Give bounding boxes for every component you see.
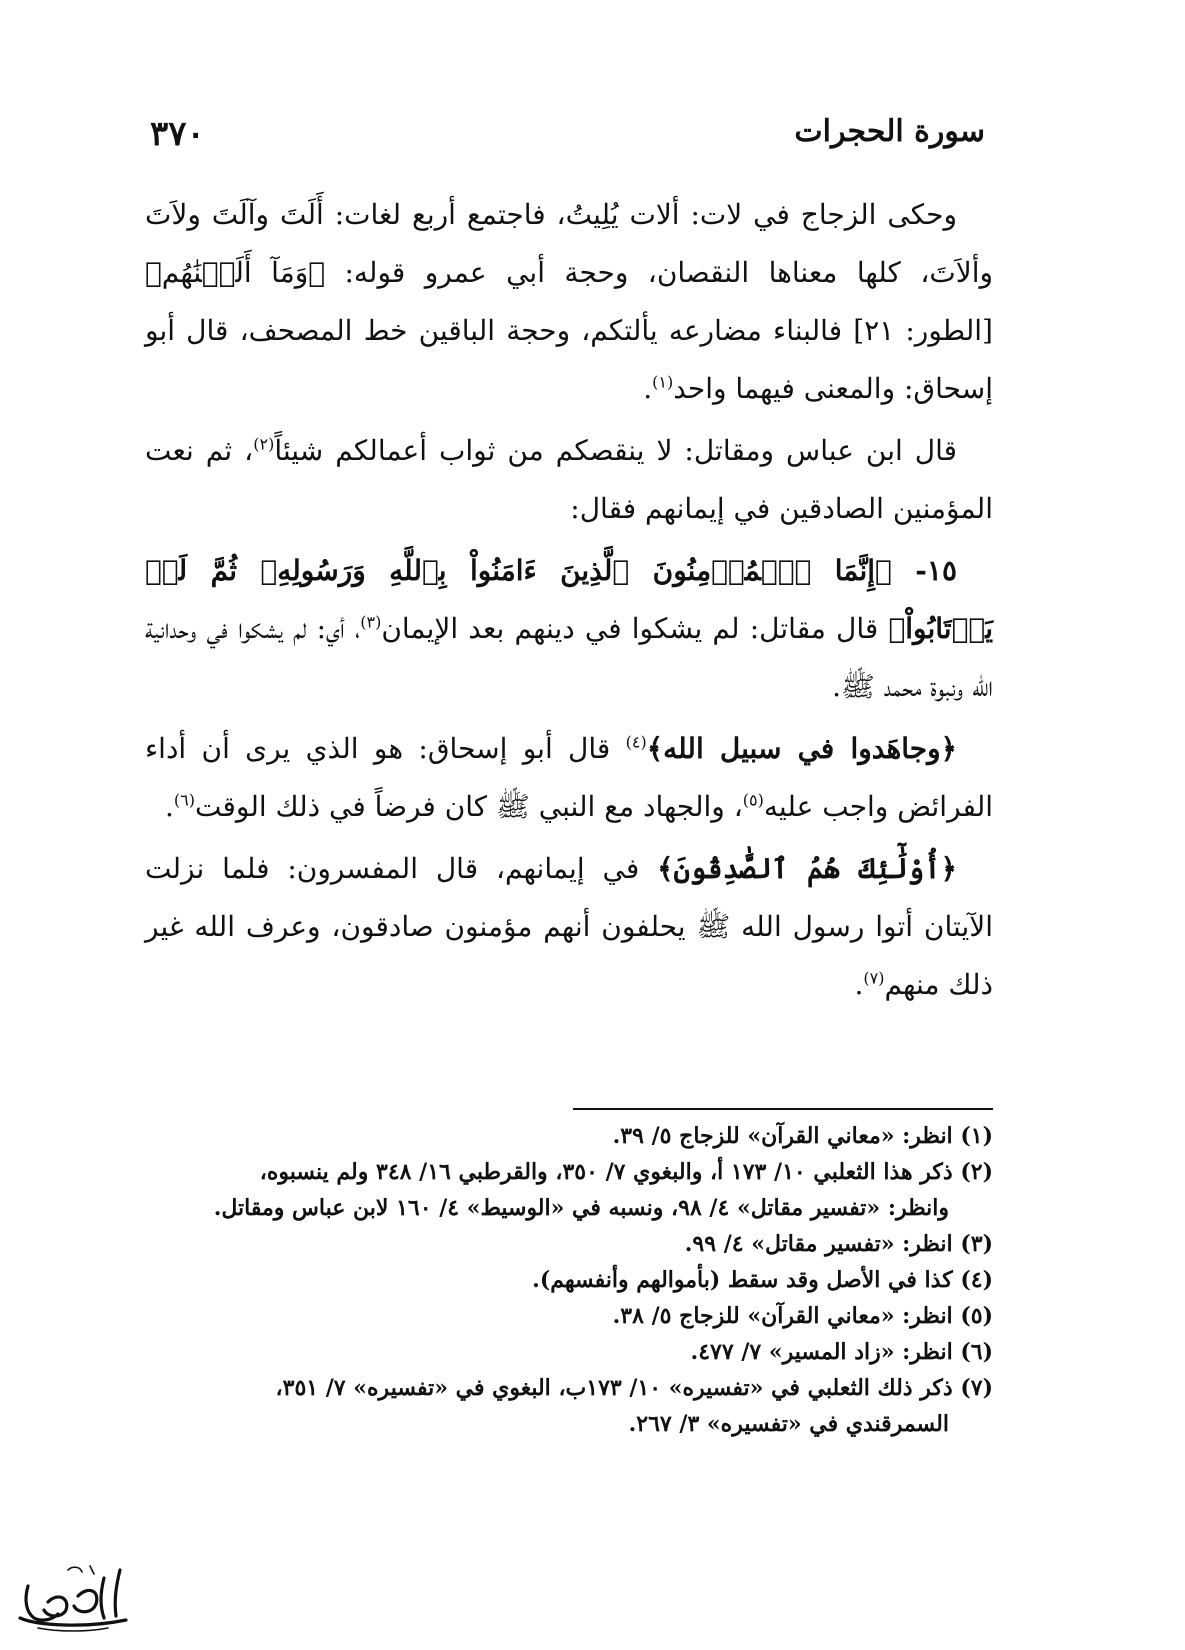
footnote-ref-3: (٣) <box>360 612 382 632</box>
paragraph-1 <box>145 186 993 418</box>
paragraph-5 <box>145 840 993 1014</box>
footnote-ref-6: (٦) <box>173 790 195 810</box>
footnote-3 <box>145 1226 993 1262</box>
page-number: ٣٧٠ <box>150 114 205 154</box>
calligraphy-logo-icon <box>8 1556 138 1642</box>
footnote-text: (٧) ذكر ذلك الثعلبي في «تفسيره» ١٠/ ١٧٣ب، البغوي في «تفسيره» ٧/ ٣٥١، <box>275 1375 993 1401</box>
paragraph-4-text-mid: ، والجهاد مع النبي ﷺ كان فرضاً في ذلك الوقت <box>195 790 743 823</box>
verse-number: ١٥- <box>891 554 957 587</box>
footnotes <box>145 1118 993 1442</box>
footnote-5 <box>145 1298 993 1334</box>
footnote-continuation: السمرقندي في «تفسيره» ٣/ ٢٦٧. <box>628 1411 949 1437</box>
paragraph-3 <box>145 542 993 716</box>
paragraph-2-text-end: ، ثم نعت المؤمنين الصادقين في إيمانهم فقال: <box>145 434 993 525</box>
paragraph-2-text: قال ابن عباس ومقاتل: لا ينقصكم من ثواب أعمالكم شيئاً <box>274 434 958 467</box>
footnote-text: (٥) انظر: «معاني القرآن» للزجاج ٥/ ٣٨. <box>612 1303 993 1329</box>
footnote-ref-1: (١) <box>652 372 674 392</box>
paragraph-5-end: . <box>854 968 864 1001</box>
surah-title: سورة الحجرات <box>794 114 985 149</box>
footnote-text: (٢) ذكر هذا الثعلبي ١٠/ ١٧٣ أ، والبغوي ٧/ ٣٥٠، والقرطبي ١٦/ ٣٤٨ ولم ينسبوه، <box>259 1159 993 1185</box>
paragraph-5-text: في إيمانهم، قال المفسرون: فلما نزلت الآيتان أتوا رسول الله ﷺ يحلفون أنهم مؤمنون صادقون، وعرف الله غير ذلك منهم <box>145 852 993 1001</box>
footnote-2 <box>145 1154 993 1226</box>
page-header <box>150 108 985 164</box>
footnote-divider <box>573 1108 993 1110</box>
paragraph-3-text-end: ، أي: لم يشكوا في وحدانية الله ونبوة محمد ﷺ. <box>145 612 993 703</box>
verse-quote: ﴿أُوْلَٰٓئِكَ هُمُ ٱلصَّٰدِقُونَ﴾ <box>657 852 957 885</box>
footnote-ref-4: (٤) <box>625 732 647 752</box>
paragraph-4 <box>145 720 993 836</box>
verse-quote: ﴿إِنَّمَا ٱلۡمُؤۡمِنُونَ ٱلَّذِينَ ءَامَنُواْ بِٱللَّهِ وَرَسُولِهِۦ ثُمَّ لَمۡ يَرۡتَابُواْ﴾ <box>145 554 993 645</box>
paragraph-1-end: . <box>643 372 653 405</box>
footnote-ref-7: (٧) <box>863 968 885 988</box>
footnote-text: (٤) كذا في الأصل وقد سقط (بأموالهم وأنفسهم). <box>532 1267 993 1293</box>
footnote-7 <box>145 1370 993 1442</box>
footnote-4 <box>145 1262 993 1298</box>
paragraph-4-end: . <box>165 790 174 823</box>
footnote-1 <box>145 1118 993 1154</box>
footnote-text: (٣) انظر: «تفسير مقاتل» ٤/ ٩٩. <box>684 1231 993 1257</box>
verse-quote: ﴿وجاهَدوا في سبيل الله﴾ <box>646 732 958 765</box>
footnote-ref-5: (٥) <box>742 790 764 810</box>
footnote-6 <box>145 1334 993 1370</box>
paragraph-2 <box>145 422 993 538</box>
main-text <box>145 186 993 1018</box>
footnote-continuation: وانظر: «تفسير مقاتل» ٤/ ٩٨، ونسبه في «الوسيط» ٤/ ١٦٠ لابن عباس ومقاتل. <box>213 1195 949 1221</box>
paragraph-3-text: قال مقاتل: لم يشكوا في دينهم بعد الإيمان <box>381 612 889 645</box>
footnote-ref-2: (٢) <box>253 434 275 454</box>
paragraph-1-text: وحكى الزجاج في لات: ألات يُلِيتُ، فاجتمع أربع لغات: أَلَتَ وآلَتَ ولاَتَ وألاَتَ، كلها معناها النقصان، وحجة أبي عمرو قوله: ﴿وَمَآ أَلَتۡنَٰهُم﴾ [الطور: ٢١] فالبناء مضارعه يألتكم، وحجة الباقين خط المصحف، قال أبو إسحاق: والمعنى فيهما واحد <box>145 198 993 405</box>
footnote-text: (١) انظر: «معاني القرآن» للزجاج ٥/ ٣٩. <box>612 1123 993 1149</box>
paragraph-4-text: قال أبو إسحاق: هو الذي يرى أن أداء الفرائض واجب عليه <box>145 732 993 823</box>
footnote-text: (٦) انظر: «زاد المسير» ٧/ ٤٧٧. <box>690 1339 993 1365</box>
